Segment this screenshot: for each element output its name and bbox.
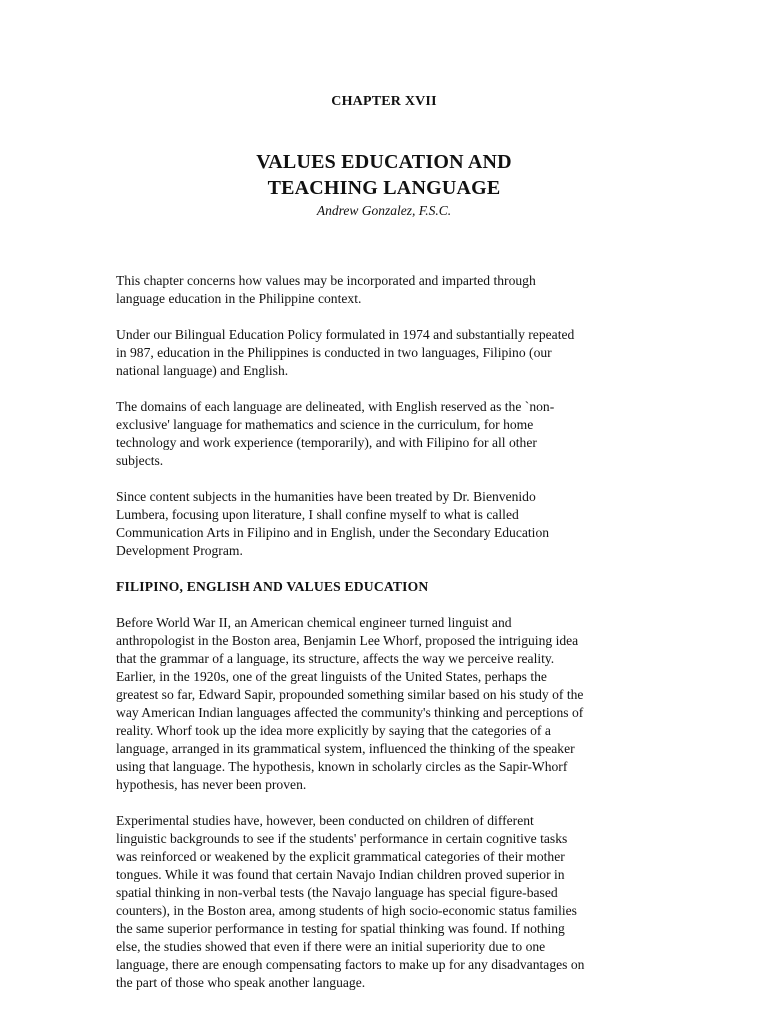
text-line: exclusive' language for mathematics and science in the curriculum, for home [116,417,534,432]
text-line: hypothesis, has never been proven. [116,777,307,792]
text-line: Development Program. [116,543,243,558]
paragraph [116,272,654,308]
text-line: that the grammar of a language, its structure, affects the way we perceive reality. [116,651,555,666]
text-line: tongues. While it was found that certain Navajo Indian children proved superior in [116,867,565,882]
text-line: The domains of each language are delineated, with English reserved as the `non- [116,399,555,414]
text-line: language education in the Philippine context. [116,291,362,306]
author-byline: Andrew Gonzalez, F.S.C. [316,203,452,218]
text-line: subjects. [116,453,164,468]
text-line: national language) and English. [116,363,289,378]
paragraph [116,398,654,470]
text-line: greatest so far, Edward Sapir, propounded something similar based on his study of the [116,687,584,702]
text-line: linguistic backgrounds to see if the students' performance in certain cognitive tasks [116,831,568,846]
text-line: Since content subjects in the humanities have been treated by Dr. Bienvenido [116,489,536,504]
text-line: reality. Whorf took up the idea more explicitly by saying that the categories of a [116,723,551,738]
text-line: Lumbera, focusing upon literature, I shall confine myself to what is called [116,507,519,522]
title-line: VALUES EDUCATION AND [256,151,512,173]
text-line: else, the studies showed that even if there were an initial superiority due to one [116,939,546,954]
text-line: using that language. The hypothesis, known in scholarly circles as the Sapir-Whorf [116,759,568,774]
title-line: TEACHING LANGUAGE [267,177,501,199]
text-line: counters), in the Boston area, among students of high socio-economic status families [116,903,577,918]
text-line: Communication Arts in Filipino and in English, under the Secondary Education [116,525,550,540]
chapter-label: CHAPTER XVII [331,94,437,109]
text-line: the same superior performance in testing for spatial thinking was found. If nothing [116,921,565,936]
text-line: Before World War II, an American chemical engineer turned linguist and [116,615,512,630]
text-line: the part of those who speak another language. [116,975,366,990]
text-line: Experimental studies have, however, been conducted on children of different [116,813,534,828]
text-line: Earlier, in the 1920s, one of the great linguists of the United States, perhaps the [116,669,547,684]
text-line: spatial thinking in non-verbal tests (the Navajo language has special figure-based [116,885,558,900]
paragraph [116,488,654,560]
chapter-title [0,149,768,201]
paragraph [116,812,654,992]
section-heading: FILIPINO, ENGLISH AND VALUES EDUCATION [116,579,429,594]
body-text [116,272,654,1010]
text-line: language, there are enough compensating factors to make up for any disadvantages on [116,957,585,972]
text-line: anthropologist in the Boston area, Benjamin Lee Whorf, proposed the intriguing idea [116,633,579,648]
text-line: was reinforced or weakened by the explicit grammatical categories of their mother [116,849,565,864]
text-line: technology and work experience (temporarily), and with Filipino for all other [116,435,537,450]
text-line: way American Indian languages affected the community's thinking and perceptions of [116,705,584,720]
paragraph [116,614,654,794]
paragraph [116,326,654,380]
text-line: This chapter concerns how values may be incorporated and imparted through [116,273,536,288]
text-line: language, arranged in its grammatical system, influenced the thinking of the speaker [116,741,575,756]
text-line: in 987, education in the Philippines is conducted in two languages, Filipino (our [116,345,552,360]
text-line: Under our Bilingual Education Policy formulated in 1974 and substantially repeated [116,327,575,342]
